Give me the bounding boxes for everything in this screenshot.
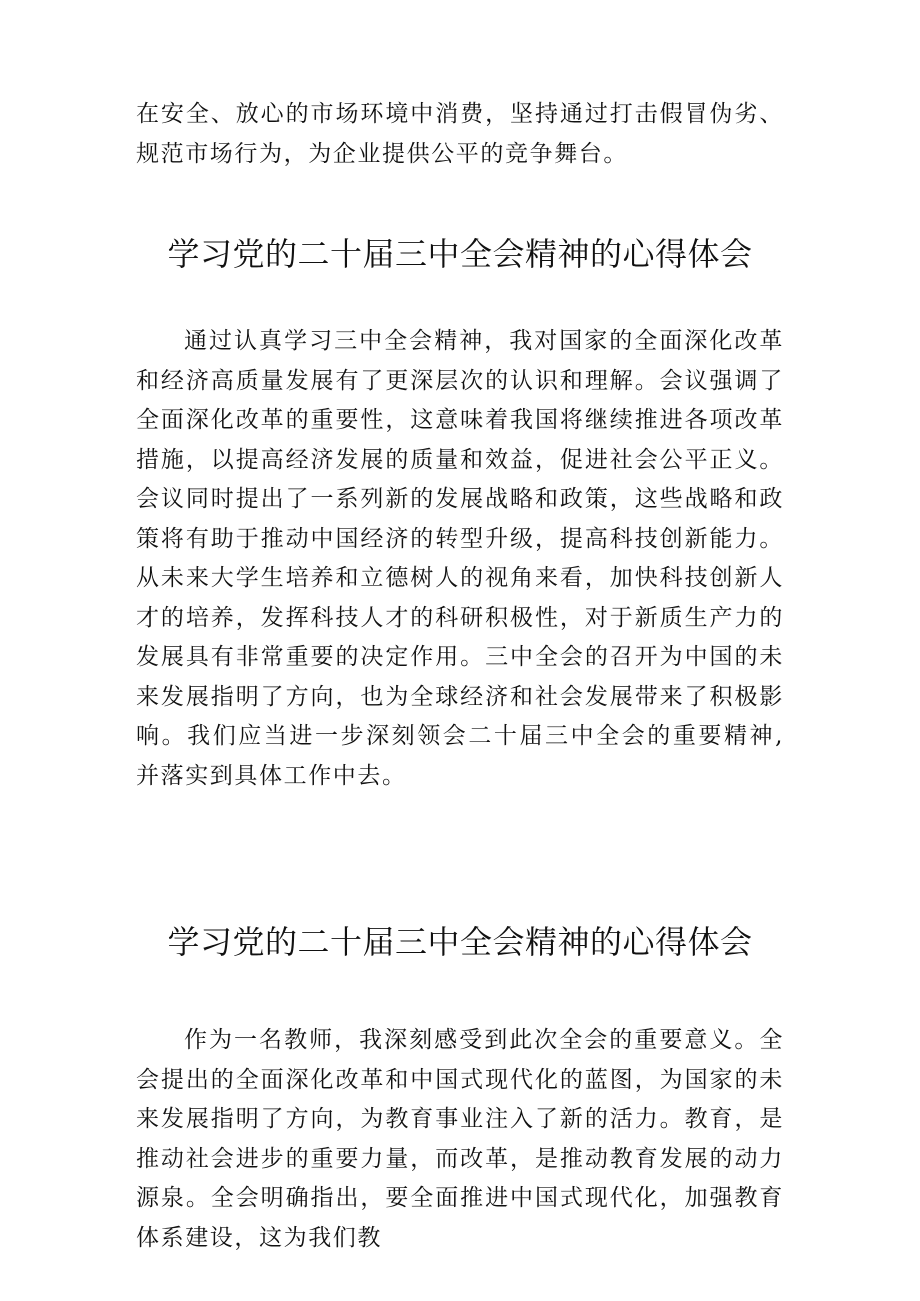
intro-paragraph: 在安全、放心的市场环境中消费，坚持通过打击假冒伪劣、规范市场行为，为企业提供公平的竞争舞台。 bbox=[136, 101, 784, 167]
section-body: 作为一名教师，我深刻感受到此次全会的重要意义。全会提出的全面深化改革和中国式现代化的蓝图，为国家的未来发展指明了方向，为教育事业注入了新的活力。教育，是推动社会进步的重要力量，而改革，是推动教育发展的动力源泉。全会明确指出，要全面推进中国式现代化，加强教育体系建设，这为我们教 bbox=[136, 1027, 784, 1251]
section-title: 学习党的二十届三中全会精神的心得体会 bbox=[167, 235, 753, 273]
section-body: 通过认真学习三中全会精神，我对国家的全面深化改革和经济高质量发展有了更深层次的认识和理解。会议强调了全面深化改革的重要性，这意味着我国将继续推进各项改革措施，以提高经济发展的质量和效益，促进社会公平正义。会议同时提出了一系列新的发展战略和政策，这些战略和政策将有助于推动中国经济的转型升级，提高科技创新能力。从未来大学生培养和立德树人的视角来看，加快科技创新人才的培养，发挥科技人才的科研积极性，对于新质生产力的发展具有非常重要的决定作用。三中全会的召开为中国的未来发展指明了方向，也为全球经济和社会发展带来了积极影响。我们应当进一步深刻领会二十届三中全会的重要精神,并落实到具体工作中去。 bbox=[136, 328, 784, 789]
section-title: 学习党的二十届三中全会精神的心得体会 bbox=[167, 923, 753, 961]
